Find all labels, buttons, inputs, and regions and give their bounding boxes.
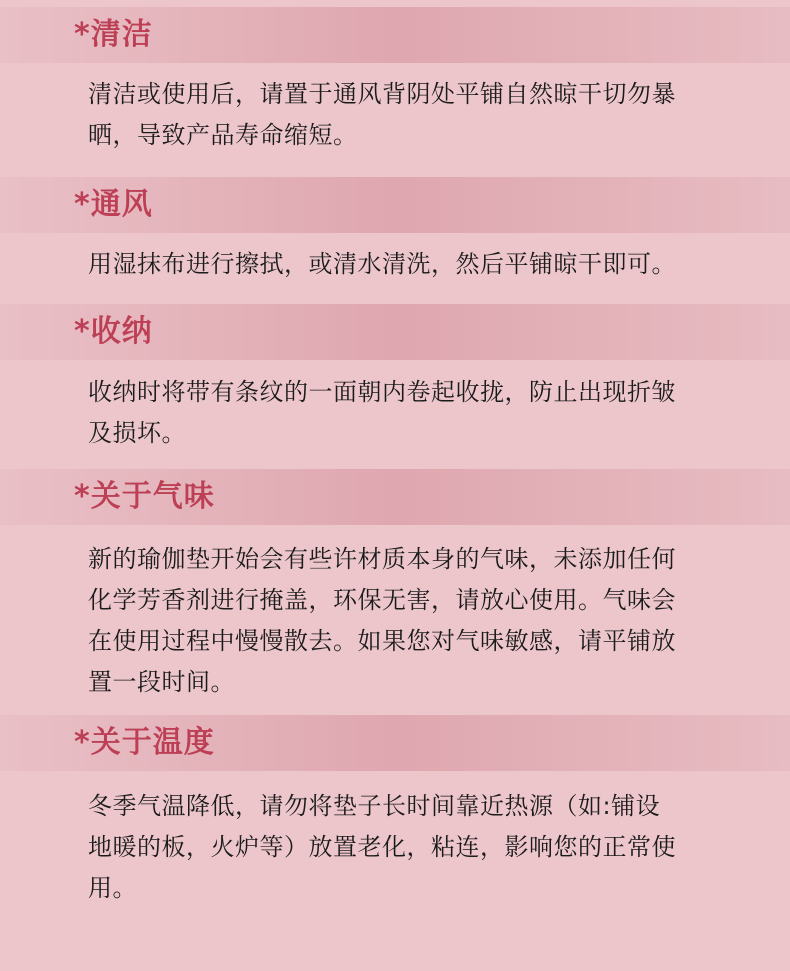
text-line: 新的瑜伽垫开始会有些许材质本身的气味，未添加任何 <box>88 545 676 573</box>
text-line: 冬季气温降低，请勿将垫子长时间靠近热源（如:铺设 <box>88 792 661 820</box>
section-odor-body <box>88 539 748 703</box>
text-line: 清洁或使用后，请置于通风背阴处平铺自然晾干切勿暴 <box>88 80 676 108</box>
text-line: 化学芳香剂进行掩盖，环保无害，请放心使用。气味会 <box>88 586 676 614</box>
section-cleaning-title: *清洁 <box>74 17 153 52</box>
text-line: 在使用过程中慢慢散去。如果您对气味敏感，请平铺放 <box>88 627 676 655</box>
text-line: 晒，导致产品寿命缩短。 <box>88 121 358 149</box>
section-storage-title: *收纳 <box>74 314 153 349</box>
section-odor-title: *关于气味 <box>74 479 215 514</box>
section-ventilation-title: *通风 <box>74 187 153 222</box>
text-line: 及损坏。 <box>88 419 186 447</box>
section-temperature-body <box>88 786 748 909</box>
text-line: 用湿抹布进行擦拭，或清水清洗，然后平铺晾干即可。 <box>88 250 676 278</box>
section-storage-body <box>88 372 748 454</box>
text-line: 地暖的板，火炉等）放置老化，粘连，影响您的正常使 <box>88 833 676 861</box>
text-line: 用。 <box>88 874 137 902</box>
section-temperature-title: *关于温度 <box>74 725 215 760</box>
section-ventilation-body <box>88 244 748 285</box>
text-line: 收纳时将带有条纹的一面朝内卷起收拢，防止出现折皱 <box>88 378 676 406</box>
text-line: 置一段时间。 <box>88 668 235 696</box>
section-cleaning-body <box>88 74 748 156</box>
